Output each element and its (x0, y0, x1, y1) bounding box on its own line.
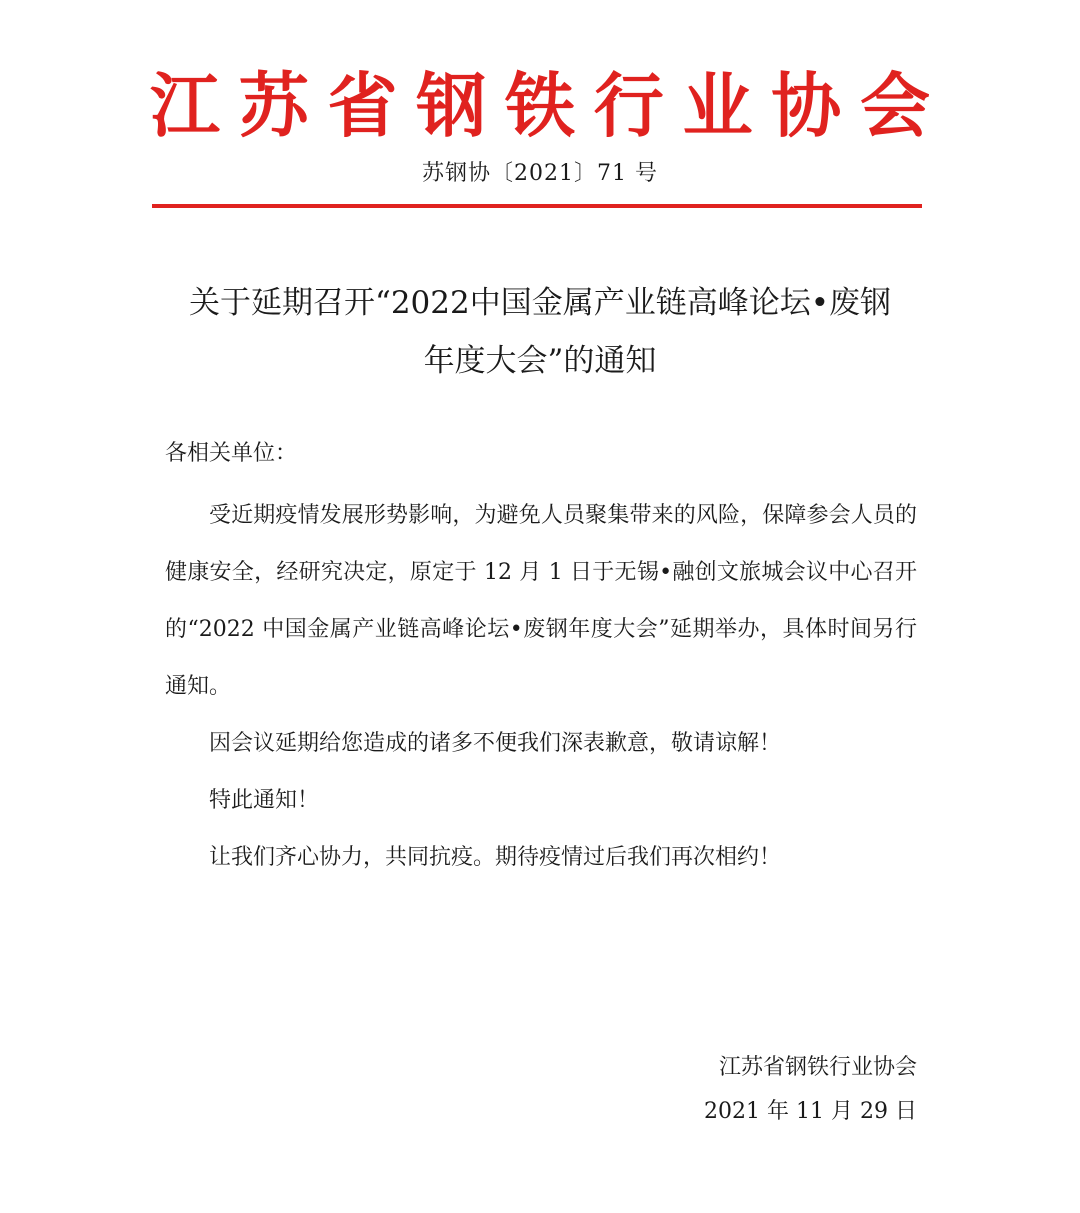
organization-letterhead (150, 62, 930, 150)
body-paragraph: 让我们齐心协力，共同抗疫。期待疫情过后我们再次相约！ (209, 845, 782, 870)
notice-title-line-1: 关于延期召开“2022中国金属产业链高峰论坛•废钢 (188, 285, 892, 321)
letterhead-divider (152, 204, 922, 208)
signature-block (704, 1046, 917, 1134)
letterhead-char: 行 (593, 65, 664, 147)
notice-body (165, 487, 917, 886)
letterhead-char: 江 (150, 65, 220, 147)
letterhead-char: 钢 (416, 65, 487, 147)
letterhead-char: 铁 (505, 65, 575, 147)
notice-title-line-2: 年度大会”的通知 (423, 343, 657, 379)
salutation: 各相关单位： (165, 441, 298, 466)
body-paragraph: 因会议延期给您造成的诸多不便我们深表歉意，敬请谅解！ (209, 731, 782, 756)
body-paragraph: 特此通知！ (209, 788, 320, 813)
body-paragraph: 受近期疫情发展形势影响，为避免人员聚集带来的风险，保障参会人员的健康安全，经研究决定，原定于 12 月 1 日于无锡•融创文旅城会议中心召开的“2022 中国金属产业链高峰论坛•废钢年度大会”延期举办，具体时间另行通知。 (165, 503, 917, 699)
letterhead-char: 业 (682, 65, 753, 147)
letterhead-char: 苏 (238, 65, 309, 147)
letterhead-char: 会 (860, 65, 930, 147)
notice-title (150, 274, 930, 390)
letterhead-char: 省 (327, 65, 398, 147)
signature-org: 江苏省钢铁行业协会 (718, 1055, 917, 1080)
signature-date: 2021 年 11 月 29 日 (704, 1099, 917, 1124)
document-number: 苏钢协〔2021〕71 号 (422, 161, 658, 186)
letterhead-char: 协 (771, 65, 842, 147)
